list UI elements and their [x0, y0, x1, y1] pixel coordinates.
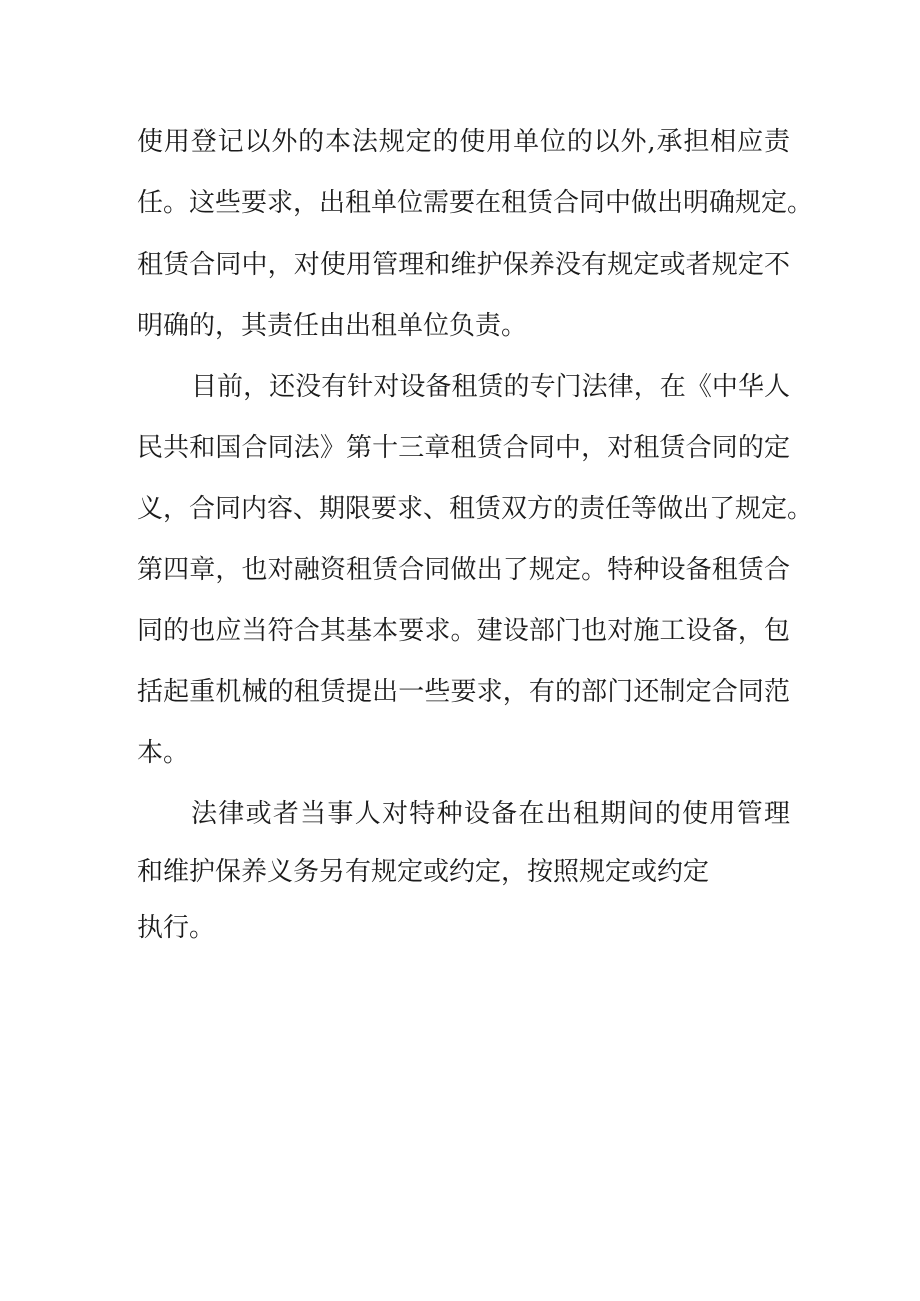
paragraph-1-line-1: 使用登记以外的本法规定的使用单位的以外,承担相应责: [137, 127, 790, 157]
paragraph-3-line-3: 执行。: [137, 913, 216, 943]
paragraph-2-line-2: 民共和国合同法》第十三章租赁合同中，对租赁合同的定: [137, 433, 790, 463]
paragraph-1-line-3: 租赁合同中，对使用管理和维护保养没有规定或者规定不: [137, 250, 790, 280]
paragraph-3-line-2: 和维护保养义务另有规定或约定，按照规定或约定: [137, 857, 710, 887]
paragraph-2-line-6: 括起重机械的租赁提出一些要求，有的部门还制定合同范: [137, 677, 790, 707]
paragraph-2-line-7: 本。: [137, 738, 190, 768]
paragraph-1-line-4: 明确的，其责任由出租单位负责。: [137, 311, 528, 341]
paragraph-2-line-3: 义，合同内容、期限要求、租赁双方的责任等做出了规定。: [137, 494, 814, 524]
paragraph-2-line-5: 同的也应当符合其基本要求。建设部门也对施工设备，包: [137, 616, 790, 646]
paragraph-1-line-2: 任。这些要求，出租单位需要在租赁合同中做出明确规定。: [137, 188, 814, 218]
paragraph-2-line-4: 第四章，也对融资租赁合同做出了规定。特种设备租赁合: [137, 555, 790, 585]
paragraph-3-line-1: 法律或者当事人对特种设备在出租期间的使用管理: [191, 799, 790, 829]
paragraph-2-line-1: 目前，还没有针对设备租赁的专门法律，在《中华人: [191, 372, 790, 402]
